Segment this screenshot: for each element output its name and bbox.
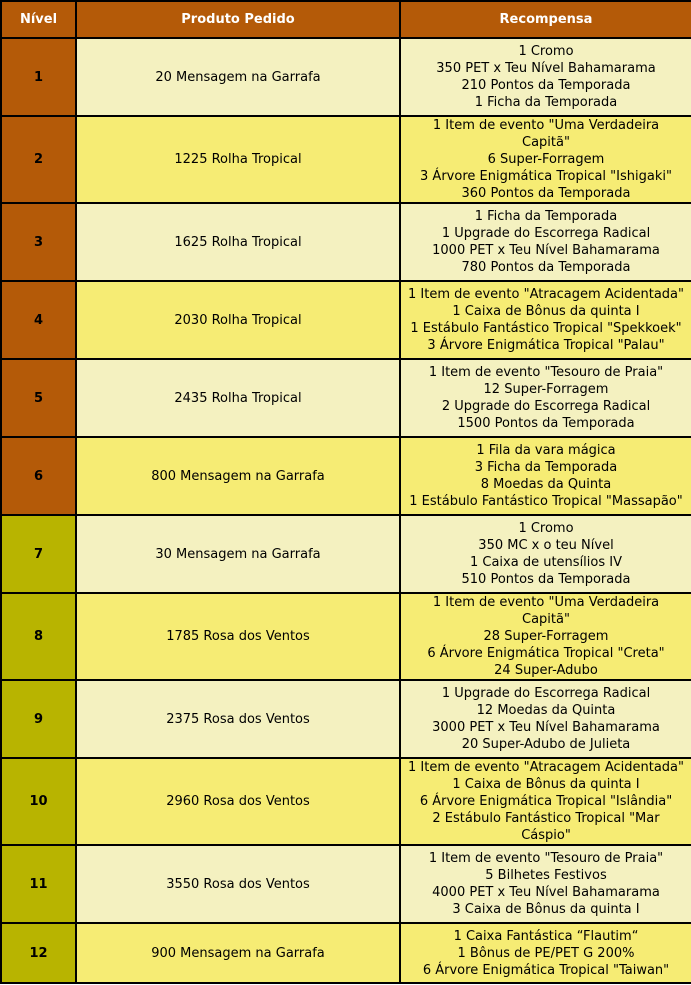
reward-cell — [400, 593, 691, 680]
level-cell: 6 — [1, 437, 76, 515]
product-cell: 2030 Rolha Tropical — [76, 281, 400, 359]
table-row — [1, 359, 691, 437]
table-row — [1, 437, 691, 515]
product-cell: 2435 Rolha Tropical — [76, 359, 400, 437]
reward-line: 3 Árvore Enigmática Tropical "Palau" — [427, 338, 665, 353]
reward-line: 1 Item de evento "Uma Verdadeira — [432, 118, 660, 133]
header-row — [1, 1, 691, 38]
reward-line: 1 Ficha da Temporada — [474, 95, 618, 110]
reward-line: 1 Item de evento "Uma Verdadeira — [432, 595, 660, 610]
level-cell: 2 — [1, 116, 76, 203]
reward-line: 1500 Pontos da Temporada — [457, 416, 635, 431]
table-row — [1, 923, 691, 983]
reward-line: 2 Upgrade do Escorrega Radical — [441, 399, 651, 414]
level-cell: 3 — [1, 203, 76, 281]
table-row — [1, 680, 691, 758]
reward-line: 350 MC x o teu Nível — [478, 538, 614, 553]
reward-line: 1 Bônus de PE/PET G 200% — [457, 945, 635, 961]
product-cell: 30 Mensagem na Garrafa — [76, 515, 400, 593]
reward-line: 1 Caixa de Bônus da quinta I — [452, 304, 640, 319]
product-cell: 3550 Rosa dos Ventos — [76, 845, 400, 923]
reward-cell — [400, 515, 691, 593]
header-product: Produto Pedido — [76, 1, 400, 38]
reward-cell — [400, 38, 691, 116]
product-cell: 800 Mensagem na Garrafa — [76, 437, 400, 515]
reward-line: 1 Fila da vara mágica — [476, 443, 616, 458]
reward-line: 4000 PET x Teu Nível Bahamarama — [432, 885, 660, 900]
table-row — [1, 116, 691, 203]
reward-cell — [400, 758, 691, 845]
table-body — [1, 38, 691, 983]
table-row — [1, 203, 691, 281]
table-row — [1, 281, 691, 359]
level-cell: 9 — [1, 680, 76, 758]
level-cell: 1 — [1, 38, 76, 116]
header-reward: Recompensa — [400, 1, 691, 38]
header-level: Nível — [1, 1, 76, 38]
reward-line: 1 Ficha da Temporada — [474, 209, 618, 224]
level-cell: 5 — [1, 359, 76, 437]
reward-cell — [400, 923, 691, 983]
reward-cell — [400, 203, 691, 281]
reward-line: 28 Super-Forragem — [483, 629, 609, 644]
reward-line: 1 Caixa de utensílios IV — [469, 555, 622, 570]
table-row — [1, 38, 691, 116]
reward-line: Cáspio" — [521, 828, 571, 843]
reward-line: 1 Caixa de Bônus da quinta I — [452, 777, 640, 792]
reward-line: 350 PET x Teu Nível Bahamarama — [436, 61, 656, 76]
reward-line: 6 Árvore Enigmática Tropical "Islândia" — [419, 794, 673, 809]
reward-cell — [400, 116, 691, 203]
reward-cell — [400, 281, 691, 359]
reward-line: 780 Pontos da Temporada — [461, 260, 631, 275]
table-row — [1, 515, 691, 593]
reward-line: 24 Super-Adubo — [494, 663, 598, 678]
reward-line: 1 Upgrade do Escorrega Radical — [441, 686, 651, 701]
level-cell: 7 — [1, 515, 76, 593]
reward-line: 6 Super-Forragem — [487, 152, 605, 167]
product-cell: 1785 Rosa dos Ventos — [76, 593, 400, 680]
reward-line: Capitã" — [522, 612, 570, 627]
reward-line: 3000 PET x Teu Nível Bahamarama — [432, 720, 660, 735]
reward-line: 1 Estábulo Fantástico Tropical "Massapão" — [409, 494, 683, 509]
reward-line: 1 Item de evento "Atracagem Acidentada" — [407, 760, 684, 775]
level-cell: 12 — [1, 923, 76, 983]
reward-cell — [400, 437, 691, 515]
level-cell: 10 — [1, 758, 76, 845]
reward-line: 1000 PET x Teu Nível Bahamarama — [432, 243, 660, 258]
table-row — [1, 845, 691, 923]
reward-line: 1 Item de evento "Tesouro de Praia" — [428, 851, 664, 866]
reward-cell — [400, 359, 691, 437]
product-cell: 2375 Rosa dos Ventos — [76, 680, 400, 758]
reward-line: 8 Moedas da Quinta — [480, 477, 612, 492]
reward-line: 1 Cromo — [518, 44, 574, 59]
reward-line: 1 Upgrade do Escorrega Radical — [441, 226, 651, 241]
reward-line: 12 Moedas da Quinta — [476, 703, 616, 718]
product-cell: 1225 Rolha Tropical — [76, 116, 400, 203]
reward-line: 1 Item de evento "Atracagem Acidentada" — [407, 287, 684, 302]
level-cell: 11 — [1, 845, 76, 923]
reward-line: 2 Estábulo Fantástico Tropical "Mar — [432, 811, 660, 826]
reward-line: 3 Ficha da Temporada — [474, 460, 618, 475]
reward-cell — [400, 680, 691, 758]
table-row — [1, 758, 691, 845]
reward-line: 1 Item de evento "Tesouro de Praia" — [428, 365, 664, 380]
reward-line: 3 Caixa de Bônus da quinta I — [452, 902, 640, 917]
table-row — [1, 593, 691, 680]
reward-line: 1 Cromo — [518, 521, 574, 536]
reward-line: 5 Bilhetes Festivos — [485, 868, 607, 883]
reward-line: 210 Pontos da Temporada — [461, 78, 631, 93]
product-cell: 1625 Rolha Tropical — [76, 203, 400, 281]
reward-line: 6 Árvore Enigmática Tropical "Taiwan" — [422, 962, 670, 978]
reward-line: Capitã" — [522, 135, 570, 150]
reward-line: 6 Árvore Enigmática Tropical "Creta" — [427, 646, 665, 661]
reward-cell — [400, 845, 691, 923]
level-cell: 4 — [1, 281, 76, 359]
level-cell: 8 — [1, 593, 76, 680]
reward-line: 1 Estábulo Fantástico Tropical "Spekkoek" — [410, 321, 682, 336]
product-cell: 20 Mensagem na Garrafa — [76, 38, 400, 116]
reward-line: 20 Super-Adubo de Julieta — [461, 737, 631, 752]
reward-line: 360 Pontos da Temporada — [461, 186, 631, 201]
reward-line: 510 Pontos da Temporada — [461, 572, 631, 587]
reward-line: 12 Super-Forragem — [483, 382, 609, 397]
reward-line: 1 Caixa Fantástica “Flautim“ — [453, 928, 639, 944]
product-cell: 900 Mensagem na Garrafa — [76, 923, 400, 983]
product-cell: 2960 Rosa dos Ventos — [76, 758, 400, 845]
reward-line: 3 Árvore Enigmática Tropical "Ishigaki" — [420, 169, 672, 184]
